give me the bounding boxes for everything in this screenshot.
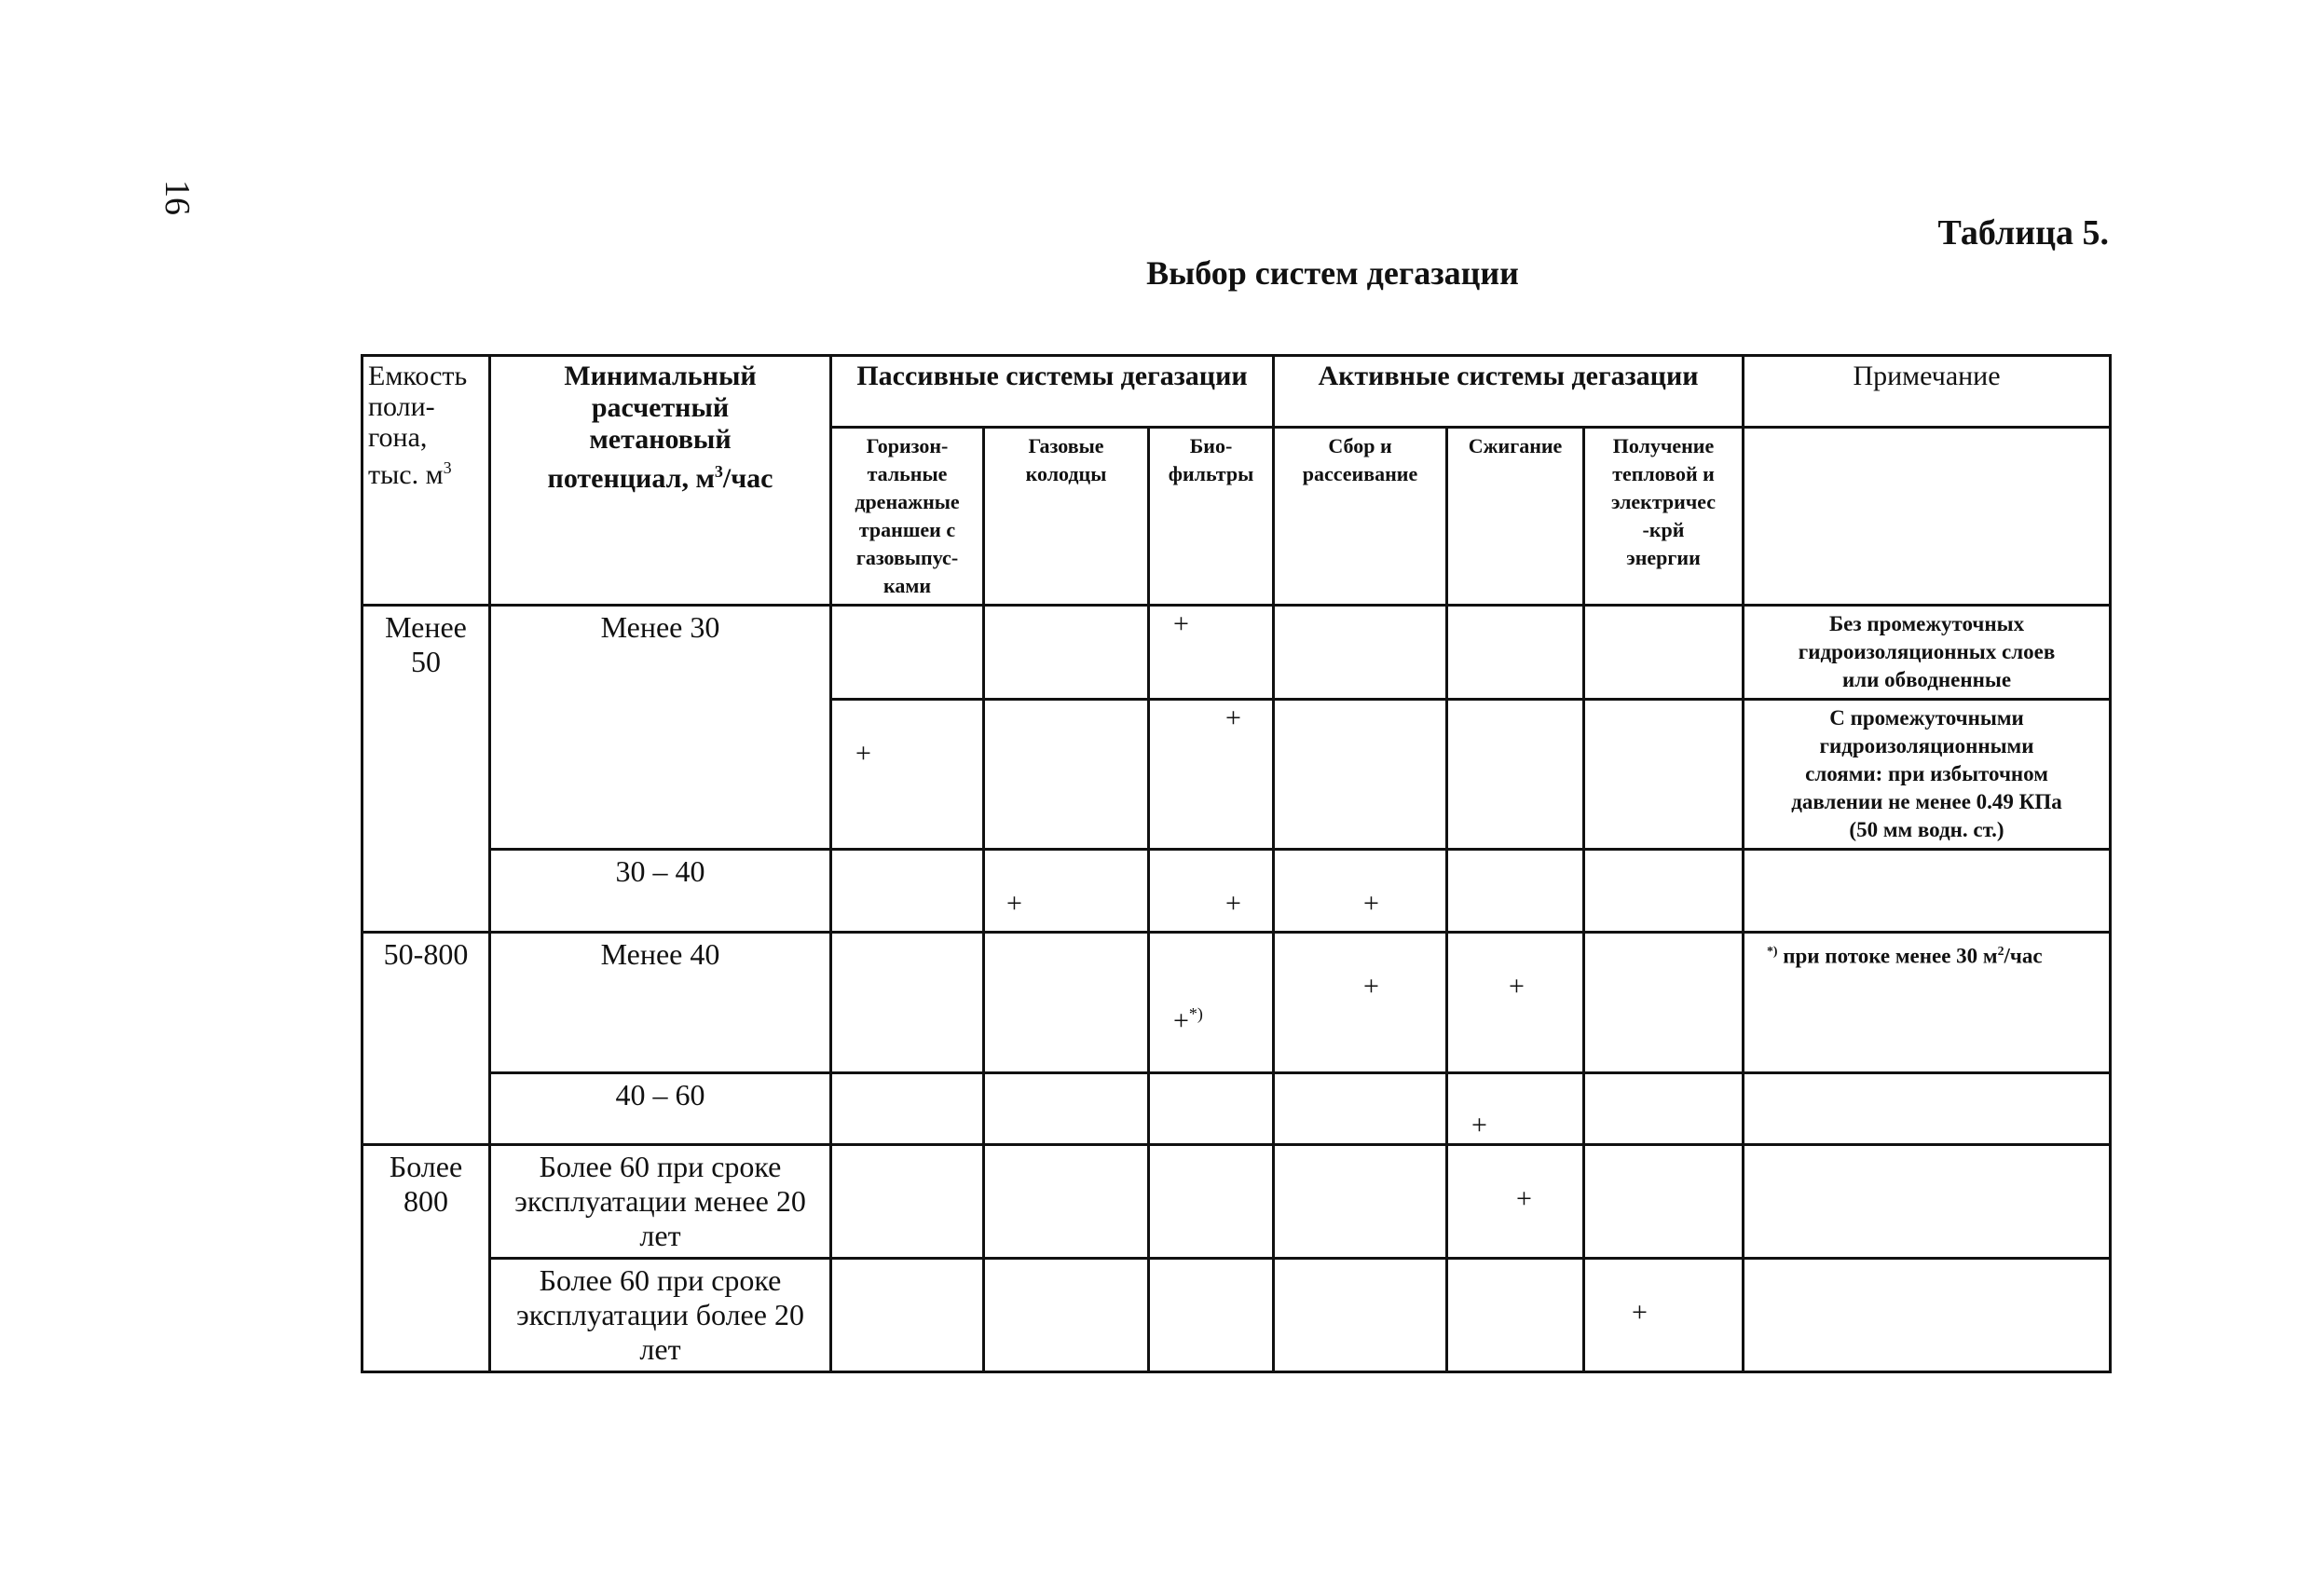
mark-plus: + xyxy=(1225,703,1241,733)
mark-plus: + xyxy=(1363,971,1379,1002)
table-row xyxy=(363,933,2111,1073)
page-title: Выбор систем дегазации xyxy=(1146,254,1519,292)
header-energy: Получение тепловой и электричес -крй энергии xyxy=(1584,428,1744,606)
header-collection-dispersion: Сбор и рассеивание xyxy=(1274,428,1447,606)
mark-plus: + xyxy=(1471,1110,1487,1140)
mark-plus-star: +*) xyxy=(1173,1004,1203,1036)
mark-plus: + xyxy=(1632,1297,1648,1328)
header-note-empty xyxy=(1744,428,2111,606)
header-biofilters: Био- фильтры xyxy=(1149,428,1274,606)
potential-more-60-more-20: Более 60 при сроке эксплуатации более 20 лет xyxy=(490,1259,831,1372)
potential-40-60: 40 – 60 xyxy=(490,1073,831,1145)
degassing-table xyxy=(361,354,2112,1373)
header-active-systems: Активные системы дегазации xyxy=(1274,356,1744,428)
header-note: Примечание xyxy=(1744,356,2111,428)
header-burning: Сжигание xyxy=(1447,428,1584,606)
potential-less-40: Менее 40 xyxy=(490,933,831,1073)
table-row xyxy=(363,606,2111,700)
potential-30-40: 30 – 40 xyxy=(490,850,831,933)
note-no-layers: Без промежуточных гидроизоляционных слоев или обводненные xyxy=(1744,606,2111,700)
potential-less-30: Менее 30 xyxy=(490,606,831,850)
table-row xyxy=(363,1073,2111,1145)
mark-plus: + xyxy=(855,738,871,769)
mark-plus: + xyxy=(1363,888,1379,919)
table-row xyxy=(363,850,2111,933)
header-potential: Минимальный расчетный метановый потенциал, $м^3$/час xyxy=(490,356,831,606)
mark-plus: + xyxy=(1516,1183,1532,1214)
table-row xyxy=(363,1145,2111,1259)
note-with-layers: С промежуточными гидроизоляционными слоями: при избыточном давлении не менее 0.49 КПа (50 мм водн. ст.) xyxy=(1744,700,2111,850)
capacity-more-800: Более 800 xyxy=(363,1145,490,1372)
header-passive-systems: Пассивные системы дегазации xyxy=(831,356,1274,428)
table-label: Таблица 5. xyxy=(1937,213,2109,252)
page-number: 16 xyxy=(157,180,197,215)
capacity-50-800: 50-800 xyxy=(363,933,490,1145)
potential-more-60-less-20: Более 60 при сроке эксплуатации менее 20 лет xyxy=(490,1145,831,1259)
mark-plus: + xyxy=(1225,888,1241,919)
capacity-less-50: Менее 50 xyxy=(363,606,490,933)
note-flow: *) при потоке менее 30 $м^2$/час xyxy=(1744,933,2111,1073)
mark-plus: + xyxy=(1006,888,1022,919)
header-gas-wells: Газовые колодцы xyxy=(984,428,1149,606)
header-capacity: Емкость поли- гона, тыс. $м^3$ xyxy=(363,356,490,606)
table-row xyxy=(363,1259,2111,1372)
header-horizontal-trenches: Горизон- тальные дренажные траншеи с газовыпус- ками xyxy=(831,428,984,606)
mark-plus: + xyxy=(1173,608,1189,639)
mark-plus: + xyxy=(1509,971,1525,1002)
